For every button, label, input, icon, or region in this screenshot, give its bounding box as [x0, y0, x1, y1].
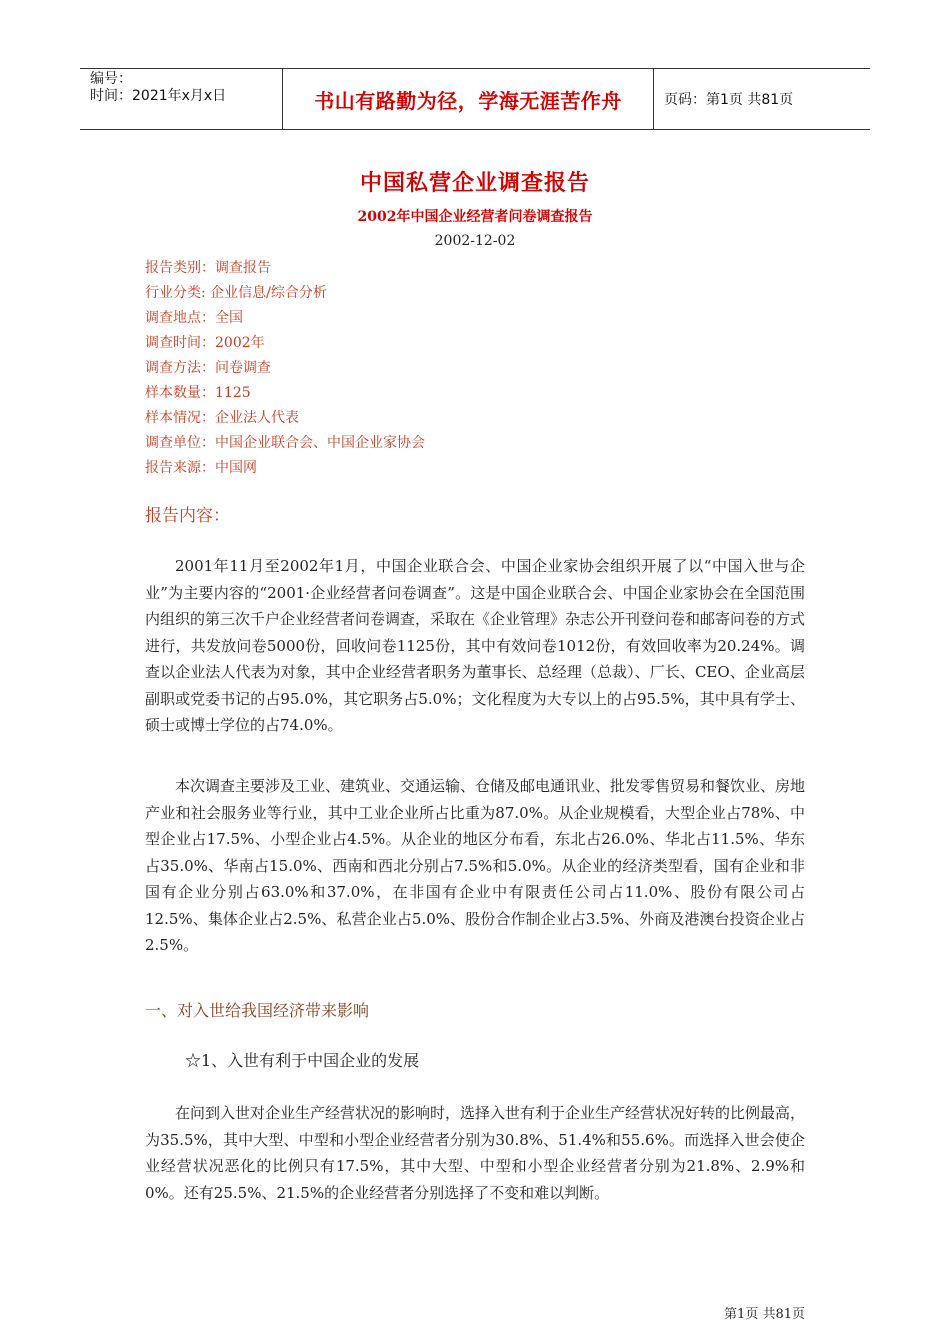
page-footer: 第1页 共81页: [724, 1307, 805, 1322]
page-header: [80, 68, 870, 130]
header-motto: 书山有路勤为径，学海无涯苦作舟: [282, 69, 654, 129]
header-page-info: 页码：第1页 共81页: [664, 92, 794, 108]
report-subtitle: 2002年中国企业经营者问卷调查报告: [357, 209, 593, 225]
meta-category: 报告类别：调查报告: [145, 260, 271, 276]
meta-industry: 行业分类: 企业信息/综合分析: [145, 285, 327, 301]
meta-time: 调查时间：2002年: [145, 335, 265, 351]
subsection-heading: ☆1、入世有利于中国企业的发展: [185, 1051, 420, 1070]
report-date: 2002-12-02: [434, 233, 516, 249]
document-time: 时间：2021年x月x日: [90, 88, 227, 104]
meta-source: 报告来源：中国网: [145, 460, 257, 476]
meta-sample-size: 样本数量：1125: [145, 385, 251, 401]
report-metadata: [145, 256, 425, 481]
content-label: 报告内容：: [145, 506, 230, 526]
section-heading: 一、对入世给我国经济带来影响: [145, 1001, 370, 1020]
meta-location: 调查地点：全国: [145, 310, 243, 326]
paragraph-impact: 在问到入世对企业生产经营状况的影响时，选择入世有利于企业生产经营状况好转的比例最高，为35.5%，其中大型、中型和小型企业经营者分别为30.8%、51.4%和55.6%。而选择入世会使企业经营状况恶化的比例只有17.5%，其中大型、中型和小型企业经营者分别为21.8%、2.9%和0%。还有25.5%、21.5%的企业经营者分别选择了不变和难以判断。: [145, 1104, 806, 1202]
meta-sample-type: 样本情况：企业法人代表: [145, 410, 299, 426]
meta-organizer: 调查单位：中国企业联合会、中国企业家协会: [145, 435, 425, 451]
meta-method: 调查方法：问卷调查: [145, 360, 271, 376]
document-number: 编号：: [90, 71, 132, 87]
paragraph-intro: 2001年11月至2002年1月，中国企业联合会、中国企业家协会组织开展了以“中国入世与企业”为主要内容的“2001·企业经营者问卷调查”。这是中国企业联合会、中国企业家协会在全国范围内组织的第三次千户企业经营者问卷调查，采取在《企业管理》杂志公开刊登问卷和邮寄问卷的方式进行，共发放问卷5000份，回收问卷1125份，其中有效问卷1012份，有效回收率为20.24%。调查以企业法人代表为对象，其中企业经营者职务为董事长、总经理（总裁）、厂长、CEO、企业高层副职或党委书记的占95.0%，其它职务占5.0%；文化程度为大专以上的占95.5%，其中具有学士、硕士或博士学位的占74.0%。: [145, 557, 806, 734]
paragraph-scope: 本次调查主要涉及工业、建筑业、交通运输、仓储及邮电通讯业、批发零售贸易和餐饮业、房地产业和社会服务业等行业，其中工业企业所占比重为87.0%。从企业规模看，大型企业占78%、中型企业占17.5%、小型企业占4.5%。从企业的地区分布看，东北占26.0%、华北占11.5%、华东占35.0%、华南占15.0%、西南和西北分别占7.5%和5.0%。从企业的经济类型看，国有企业和非国有企业分别占63.0%和37.0%，在非国有企业中有限责任公司占11.0%、股份有限公司占12.5%、集体企业占2.5%、私营企业占5.0%、股份合作制企业占3.5%、外商及港澳台投资企业占2.5%。: [145, 777, 806, 954]
report-title: 中国私营企业调查报告: [359, 171, 590, 196]
header-info: [80, 69, 282, 129]
